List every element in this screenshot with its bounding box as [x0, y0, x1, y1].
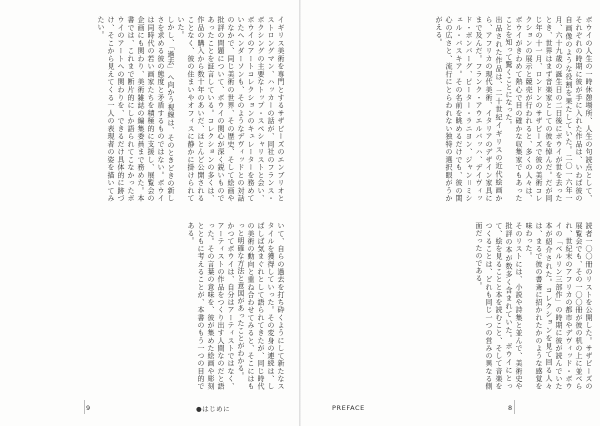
right-page-upper-text-block [328, 16, 594, 202]
right-running-head: PREFACE [332, 404, 365, 412]
paragraph: しかし、「過去」へ向かう視線は、そのときどきの新しさを求める彼の態度と矛盾するものではない。ボウイは同時代の若い画家たちを積極的に支援し、展覧会の企画にも関わり、美術雑誌の編集委員まで務めた。本書では、これまで断片的にしか語られてこなかったボウイのアートへの関わりを、できるだけ具体的に跡づけ、そこから見えてくる一人の表現者の姿を描いてみたい。 [97, 16, 175, 202]
left-page-upper-text-block [8, 16, 286, 202]
paragraph: そのリストには、小説や詩集と並んで、美術史や批評の本が数多く含まれていた。ボウイにとって、絵を見ることと本を読むこと、そして音楽をつくることは、どれも同じ一つの営みの異なる側面だったのである。 [475, 222, 523, 390]
right-page-lower-text-block [328, 222, 594, 390]
right-folio-rule [514, 400, 515, 414]
right-page-number: 8 [508, 404, 513, 412]
paragraph: 読者一〇〇冊のリストを公開した。サザビーズの展覧会でも、その一〇〇冊が彼の机の上に並べられ、世紀末のアフリカの都市やデヴィッド・ボウイの「ベルリン三部作」の時期に彼が読んでいた本が紹介された。コレクションを見て回る人々は、まるで彼の書斎に招かれたかのような感覚を味わった。 [525, 222, 593, 390]
paragraph: イギリス美術を専門とするサザビーズのエンブリオとストロングマン、ハッカーの話が、同社のフランス・ボクシングの主要なトップ・スペシャリストと会い、ボウイのアートコレクションのキュレーターを務めていたヘンダーソンも、そのようなデヴィッドとの対話のなかで、同じ美術の世界、その歴史、そして絵画や批評の問題について、ボウイの関心が深く鋭いものであったことを証言している。コレクションの多くは、作品の購入から数十年のあいだ、ほとんど公開されることなく、彼の住まいやオフィスに静かに掛けられていた。 [177, 16, 285, 202]
left-folio-rule [84, 400, 85, 414]
paragraph: いて、自らの過去を打ち砕くようにして新たなスタイルを獲得していった。その変身の連続は、しばしば気まぐれとして語られてきたが、同じ時代の美術の動向と重ね合わせてみると、そこにはもっと明確な方法と意図があったことがわかる。 [237, 222, 285, 390]
paragraph: 出品された作品は、二十世紀イギリスの近代絵画から、アフリカの現代美術、イタリアのデザイン家具にまで及んだ。フランク・アウエルバッハ、デイヴィッド・ボンバーグ、ピーター・ラニヨン、ジャン＝ミシェル・バスキア。その名前を眺めるだけでも、彼の関心の広さと、流行にとらわれない独特の選択眼がうかがえる。 [435, 16, 503, 202]
gutter-fold [299, 0, 301, 426]
paragraph: ボウイの人生の一時休憩場所、人生の句読点として、それぞれの時期に彼が手に入れた作品は、いわば彼の自画像のような役割を果たしていた。二〇一六年一月、六十九歳の誕生日の二日後にボウイが世を去ったとき、世界はまず音楽家としての彼を悼んだ。だが同じ年の十一月、ロンドンのサザビーズで彼の美術コレクションの展示と競売が行われると、多くの人々は、ボウイがきわめて熱心で目の確かな収集家でもあったことを知って驚くことになった。 [505, 16, 593, 202]
left-page-number: 9 [86, 404, 91, 412]
paragraph: かつてボウイは、自分はアーティストではなく、アーティストの作品をつくり出す人間なのだと語った。その言葉の意味を、彼が集めた絵画や彫刻とともに考えることが、本書のもう一つの目的である。 [187, 222, 235, 390]
left-page-lower-text-block [150, 222, 286, 390]
left-running-head: ●はじめに [196, 405, 231, 413]
